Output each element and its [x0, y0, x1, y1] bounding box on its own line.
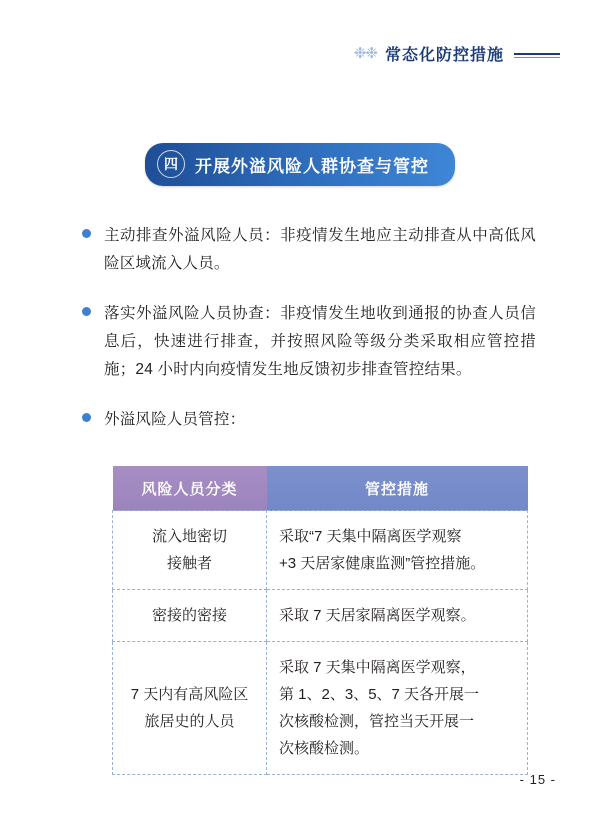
table-body	[113, 511, 528, 775]
table-cell-measure: 采取“7 天集中隔离医学观察 +3 天居家健康监测”管控措施。	[267, 511, 528, 590]
table-header-category: 风险人员分类	[113, 466, 267, 511]
section-title-text: 开展外溢风险人群协查与管控	[195, 156, 429, 176]
table-row	[113, 511, 528, 590]
bullet-list	[104, 222, 536, 456]
bullet-dot-icon	[82, 413, 91, 422]
flower-ornament-icon: ❉❉	[353, 45, 377, 62]
section-number-badge: 四	[157, 150, 185, 178]
header-divider-thin	[514, 57, 560, 58]
list-item-text: 主动排查外溢风险人员：非疫情发生地应主动排查从中高低风险区域流入人员。	[104, 227, 536, 272]
header-divider	[514, 53, 560, 55]
page-number: - 15 -	[519, 772, 556, 787]
risk-management-table	[112, 466, 528, 775]
list-item-text: 外溢风险人员管控：	[104, 411, 246, 428]
table-row	[113, 590, 528, 642]
bullet-dot-icon	[82, 307, 91, 316]
risk-management-table-container	[112, 466, 528, 775]
table-row	[113, 642, 528, 775]
table-cell-category: 7 天内有高风险区 旅居史的人员	[113, 642, 267, 775]
table-cell-category: 流入地密切 接触者	[113, 511, 267, 590]
list-item	[104, 300, 536, 384]
header-title: 常态化防控措施	[384, 47, 504, 64]
page-header	[354, 42, 560, 65]
table-header	[113, 466, 528, 511]
list-item	[104, 222, 536, 278]
table-cell-measure: 采取 7 天居家隔离医学观察。	[267, 590, 528, 642]
table-header-row	[113, 466, 528, 511]
section-title-container	[0, 143, 600, 186]
bullet-dot-icon	[82, 229, 91, 238]
table-cell-category: 密接的密接	[113, 590, 267, 642]
list-item-text: 落实外溢风险人员协查：非疫情发生地收到通报的协查人员信息后，快速进行排查，并按照风险等级分类采取相应管控措施；24 小时内向疫情发生地反馈初步排查管控结果。	[104, 305, 536, 378]
table-cell-measure: 采取 7 天集中隔离医学观察， 第 1、2、3、5、7 天各开展一 次核酸检测，管控当天开展一 次核酸检测。	[267, 642, 528, 775]
table-header-measure: 管控措施	[267, 466, 528, 511]
section-title-pill	[145, 143, 455, 186]
list-item	[104, 406, 536, 434]
